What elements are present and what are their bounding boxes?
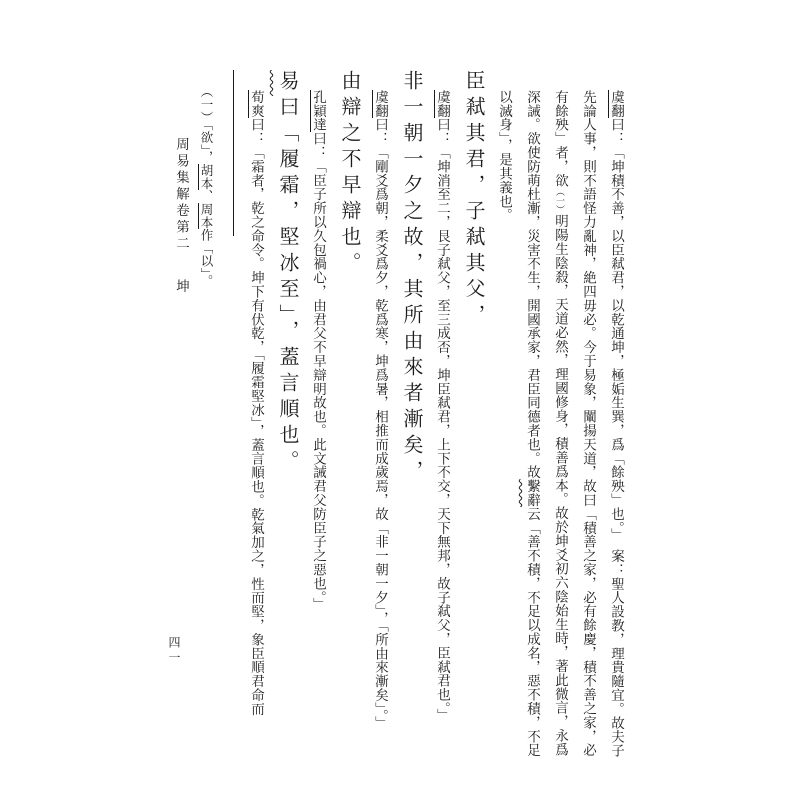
footnote-divider-rule xyxy=(233,70,234,236)
classic-text-block xyxy=(270,70,304,762)
text-run: 作「以」。 xyxy=(199,228,213,288)
marked-text-name: 虞翻 xyxy=(435,90,450,118)
commentary-block xyxy=(428,90,456,762)
classic-text-block xyxy=(332,70,366,762)
text-run: 明陽生陰殺，天道必然，理國修身，積善爲本。故於坤爻初六陰始生時，著此微言，永爲深誡。欲使防萌杜漸，災害不生，開國承家，君臣同德者也。故 xyxy=(525,90,568,757)
page-number: 四一 xyxy=(167,636,181,666)
text-run: 、 xyxy=(199,189,213,203)
text-run: 曰「履霜，堅冰至」，蓋言順也。 xyxy=(276,96,298,476)
commentary-block xyxy=(366,90,394,762)
marked-text-name: 胡本 xyxy=(199,163,213,190)
classic-text-block xyxy=(394,70,428,762)
text-run: 云「善不積，不足以成名，惡不積，不足以滅身」，是其義也。 xyxy=(497,90,540,758)
marked-text-book: 繫辭 xyxy=(525,479,540,508)
book-title: 周易集解卷第二 xyxy=(174,137,189,253)
main-text xyxy=(242,70,630,762)
text-run: 臣弒其君，子弒其父， xyxy=(462,70,484,330)
marked-text-name: 虞翻 xyxy=(373,90,388,118)
text-run: 曰：「坤消至二，艮子弒父，至三成否，坤臣弒君，上下不交，天下無邦，故子弒父，臣弒君也。」 xyxy=(435,117,450,723)
marked-text-name: 孔穎達 xyxy=(311,90,326,132)
marked-text-name: 周本 xyxy=(199,202,213,229)
commentary-block xyxy=(242,90,270,762)
text-run: 曰：「霜者，乾之命令。坤下有伏乾，「履霜堅冰」，蓋言順也。乾氣加之，性而堅，象臣順君命而 xyxy=(249,117,264,716)
text-run: 案：聖人設教，理貴隨宜。故夫子先論人事，則不語怪力亂神，絶四毋必。今于易象，闡揚天道，故曰「積善之家，必有餘慶，積不善之家，必有餘殃」者，欲 xyxy=(553,90,624,758)
chapter-title: 坤 xyxy=(174,278,189,295)
commentary-block xyxy=(304,90,332,762)
text-run: （一）「欲」， xyxy=(199,85,213,164)
text-run: 曰：「坤積不善，以臣弒君，以乾通坤，極姤生巽，爲「餘殃」也。」 xyxy=(609,117,624,536)
marked-text-note: （一） xyxy=(555,187,565,215)
text-run: 曰：「剛爻爲朝，柔爻爲夕，乾爲寒，坤爲暑，相推而成歲焉，故「非一朝一夕」，「所由來漸矣」。」 xyxy=(373,117,388,731)
text-run: 非一朝一夕之故，其所由來者漸矣， xyxy=(400,70,422,486)
marked-text-name: 荀爽 xyxy=(249,90,264,118)
classic-text-block xyxy=(456,70,490,762)
text-run: 曰：「臣子所以久包禍心，由君父不早辯明故也。此文誡君父防臣子之惡也。」 xyxy=(311,131,326,612)
commentary-block xyxy=(490,90,630,762)
marked-text-book: 易 xyxy=(276,70,298,96)
text-run: 由辯之不早辯也。 xyxy=(338,70,360,278)
marked-text-name: 虞翻 xyxy=(609,90,624,118)
footnote-text xyxy=(193,85,219,745)
